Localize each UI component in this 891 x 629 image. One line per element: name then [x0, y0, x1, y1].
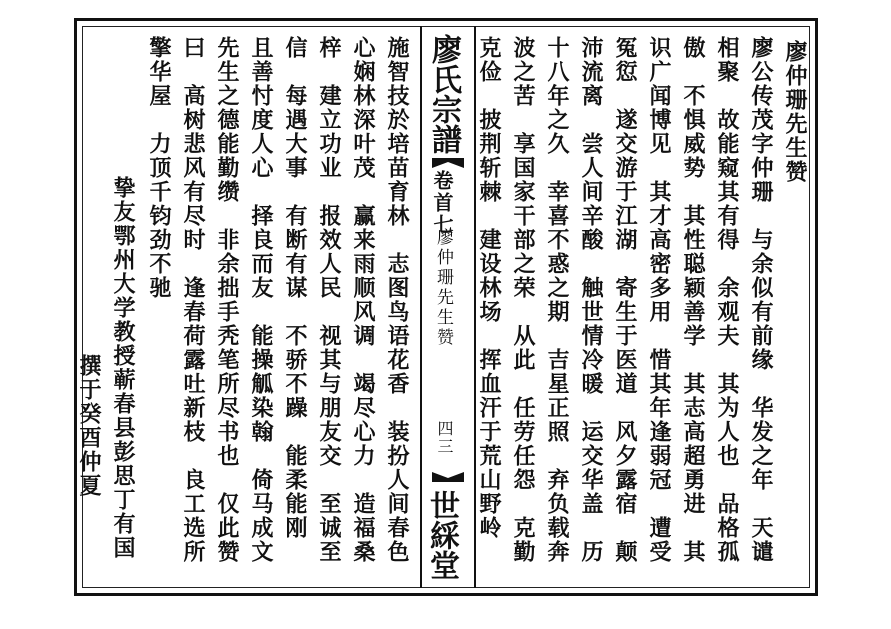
genealogy-title: 廖氏宗譜 — [426, 34, 461, 154]
text-column-16: 曰 高树悲风有尽时 逢春荷露吐新枝 良工选所 — [180, 36, 206, 564]
text-column-7: 十八年之久 幸喜不惑之期 吉星正照 弃负载奔 — [544, 36, 570, 564]
text-column-5: 冤愆 遂交游于江湖 寄生于医道 风夕露宿 颠 — [612, 36, 638, 564]
text-column-15: 先生之德能勤缵 非余拙手秃笔所尽书也 仅此赞 — [214, 36, 240, 564]
text-column-4: 识广闻博见 其才高密多用 惜其年逢弱冠 遭受 — [646, 36, 672, 564]
date-signature: 撰于癸酉仲夏 — [76, 354, 102, 498]
text-column-14: 且善忖度人心 择良而友 能操觚染翰 倚马成文 — [248, 36, 274, 564]
text-column-12: 梓 建立功业 报效人民 视其与朋友交 至诚至 — [316, 36, 342, 564]
text-column-9: 克俭 披荆斩棘 建设林场 挥血汗于荒山野岭 — [476, 36, 502, 540]
spine-subtitle: 廖仲珊先生赞 — [433, 228, 453, 348]
page-number: 四三 — [435, 420, 454, 456]
text-column-8: 波之苦 享国家干部之荣 从此 任劳任怨 克勤 — [510, 36, 536, 564]
text-column-6: 沛流离 尝人间辛酸 触世情冷暖 运交华盖 历 — [578, 36, 604, 564]
text-column-10: 施智技於培苗育林 志图鸟语花香 装扮人间春色 — [384, 36, 410, 564]
author-signature: 挚友鄂州大学教授蕲春县彭思丁有国 — [110, 176, 136, 560]
text-column-13: 信 每遇大事 有断有谋 不骄不躁 能柔能刚 — [282, 36, 308, 540]
text-column-11: 心娴林深叶茂 赢来雨顺风调 竭尽心力 造福桑 — [350, 36, 376, 564]
text-column-1: 廖公传茂字仲珊 与余似有前缘 华发之年 天谴 — [748, 36, 774, 564]
text-column-3: 傲 不惧威势 其性聪颖善学 其志高超勇进 其 — [680, 36, 706, 564]
essay-title: 廖仲珊先生赞 — [782, 40, 808, 184]
text-column-2: 相聚 故能窥其有得 余观夫 其为人也 品格孤 — [714, 36, 740, 564]
volume-label: 卷首七 — [430, 170, 454, 236]
hall-name: 世綵堂 — [424, 490, 459, 580]
text-column-17: 擎华屋 力顶千钧劲不驰 — [146, 36, 172, 300]
